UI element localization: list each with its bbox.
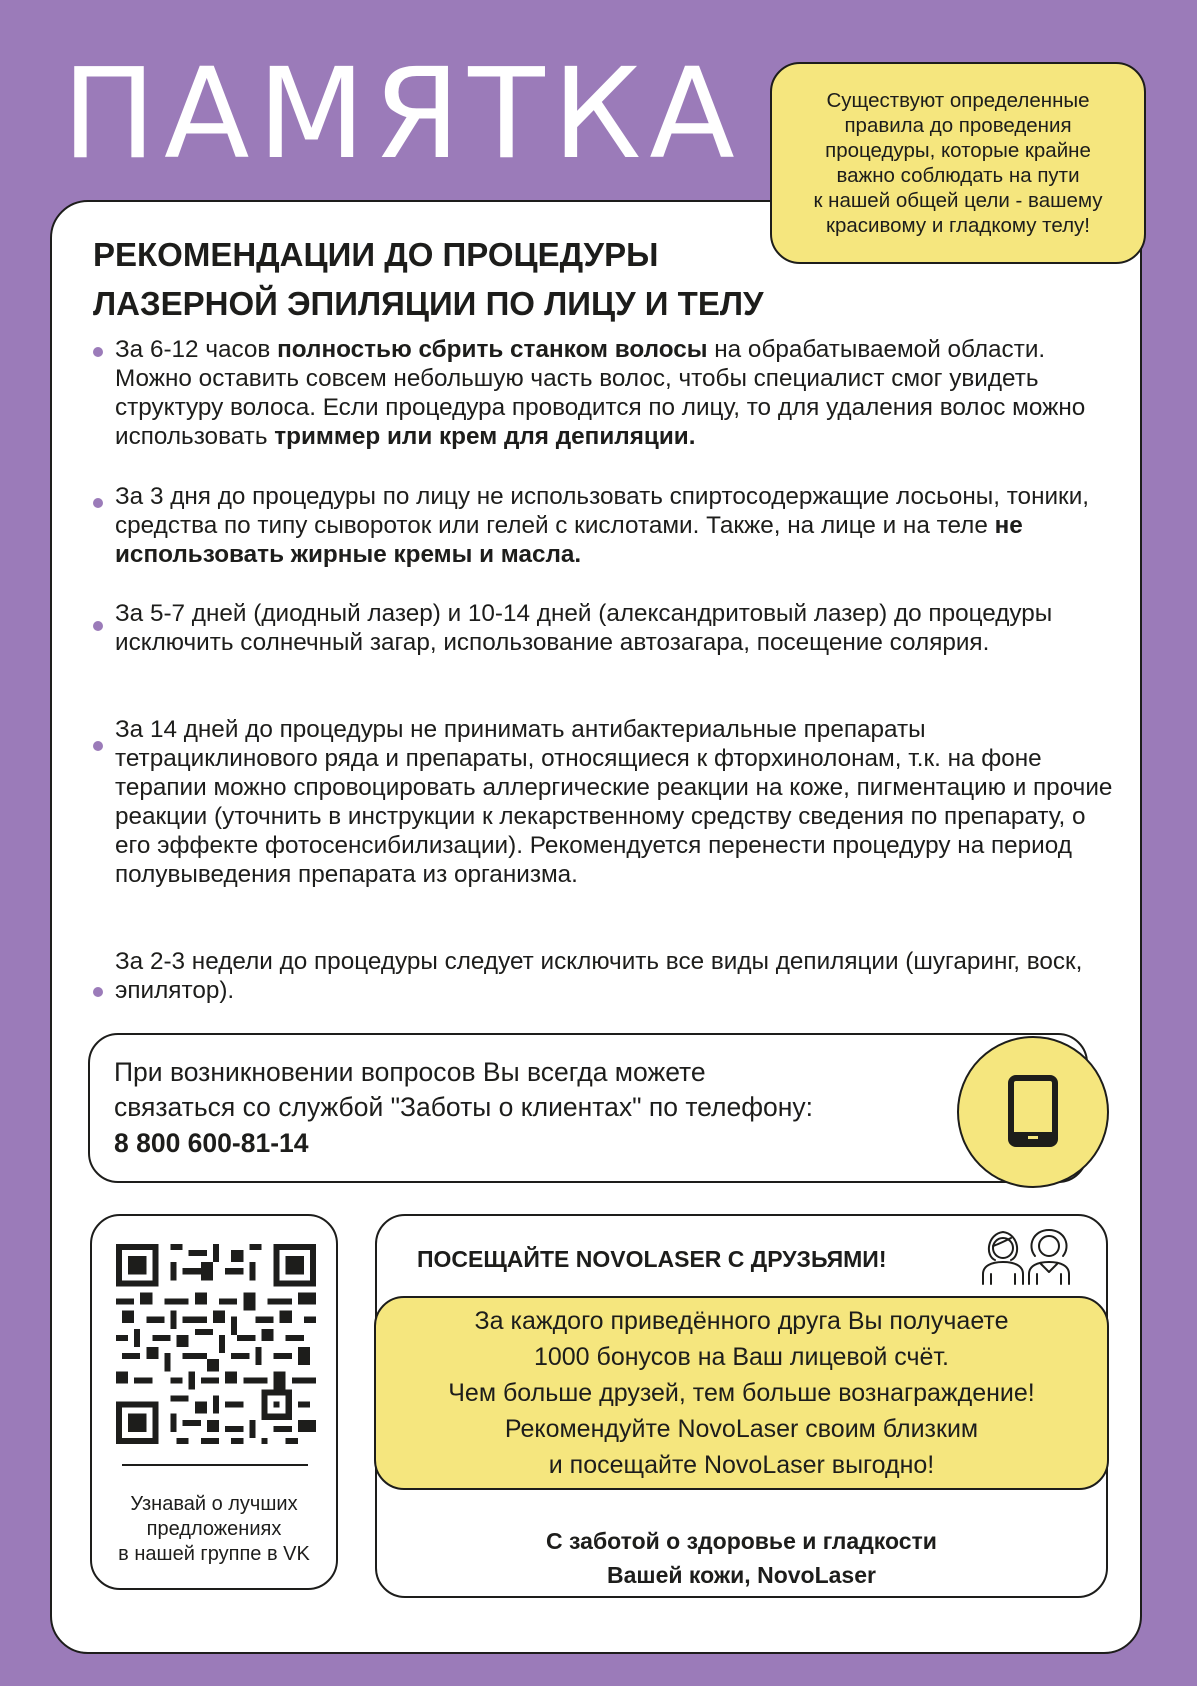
qr-code-icon[interactable] (116, 1244, 316, 1444)
friends-title: ПОСЕЩАЙТЕ NOVOLASER С ДРУЗЬЯМИ! (417, 1246, 887, 1272)
bullet-dot-icon (93, 347, 103, 357)
contact-text: При возникновении вопросов Вы всегда можете связаться со службой "Заботы о клиентах" по телефону: (114, 1057, 814, 1122)
contact-box (88, 1033, 1088, 1183)
vk-caption: Узнавай о лучших предложениях в нашей группе в VK (118, 1493, 310, 1565)
bullet-dot-icon (93, 987, 103, 997)
intro-note: Существуют определенные правила до проведения процедуры, которые крайне важно соблюдать на пути к нашей общей цели - вашему красивому и гладкому телу! (770, 62, 1146, 264)
bullet-dot-icon (93, 498, 103, 508)
list-item: За 14 дней до процедуры не принимать антибактериальные препараты тетрациклинового ряда и препараты, относящиеся к фторхинолонам, т.к. на фоне терапии можно спровоцировать аллергические реакции на коже, пигментацию и прочие реакции (уточнить в инструкции к лекарственному средству сведения по препарату, о его эффекте фотосенсибилизации). Рекомендуется перенести процедуру на период полувыведения препарата из организма. (93, 715, 1123, 889)
phone-circle (957, 1036, 1109, 1188)
bullet-dot-icon (93, 741, 103, 751)
friends-icon (977, 1226, 1087, 1286)
vk-box (90, 1214, 338, 1590)
divider (122, 1464, 308, 1466)
bonus-box: За каждого приведённого друга Вы получаете 1000 бонусов на Ваш лицевой счёт. Чем больше друзей, тем больше вознаграждение! Рекомендуйте NovoLaser своим близким и посещайте NovoLaser выгодно! (374, 1296, 1109, 1490)
list-item: За 3 дня до процедуры по лицу не использовать спиртосодержащие лосьоны, тоники, средства по типу сывороток или гелей с кислотами. Также, на лице и на теле не использовать жирные кремы и масла. (93, 482, 1123, 569)
page-title: ПАМЯТКА (62, 42, 743, 187)
signature: С заботой о здоровье и гладкости Вашей кожи, NovoLaser (546, 1528, 937, 1588)
section-title: РЕКОМЕНДАЦИИ ДО ПРОЦЕДУРЫ ЛАЗЕРНОЙ ЭПИЛЯЦИИ ПО ЛИЦУ И ТЕЛУ (93, 236, 764, 322)
list-item: За 6-12 часов полностью сбрить станком волосы на обрабатываемой области. Можно оставить совсем небольшую часть волос, чтобы специалист смог увидеть структуру волоса. Если процедура проводится по лицу, то для удаления волос можно использовать триммер или крем для депиляции. (93, 335, 1123, 451)
list-item: За 5-7 дней (диодный лазер) и 10-14 дней (александритовый лазер) до процедуры исключить солнечный загар, использование автозагара, посещение солярия. (93, 599, 1123, 657)
phone-number[interactable]: 8 800 600-81-14 (114, 1128, 309, 1158)
tablet-phone-icon (1007, 1074, 1059, 1148)
bullet-dot-icon (93, 621, 103, 631)
list-item: За 2-3 недели до процедуры следует исключить все виды депиляции (шугаринг, воск, эпилятор). (93, 947, 1123, 1005)
